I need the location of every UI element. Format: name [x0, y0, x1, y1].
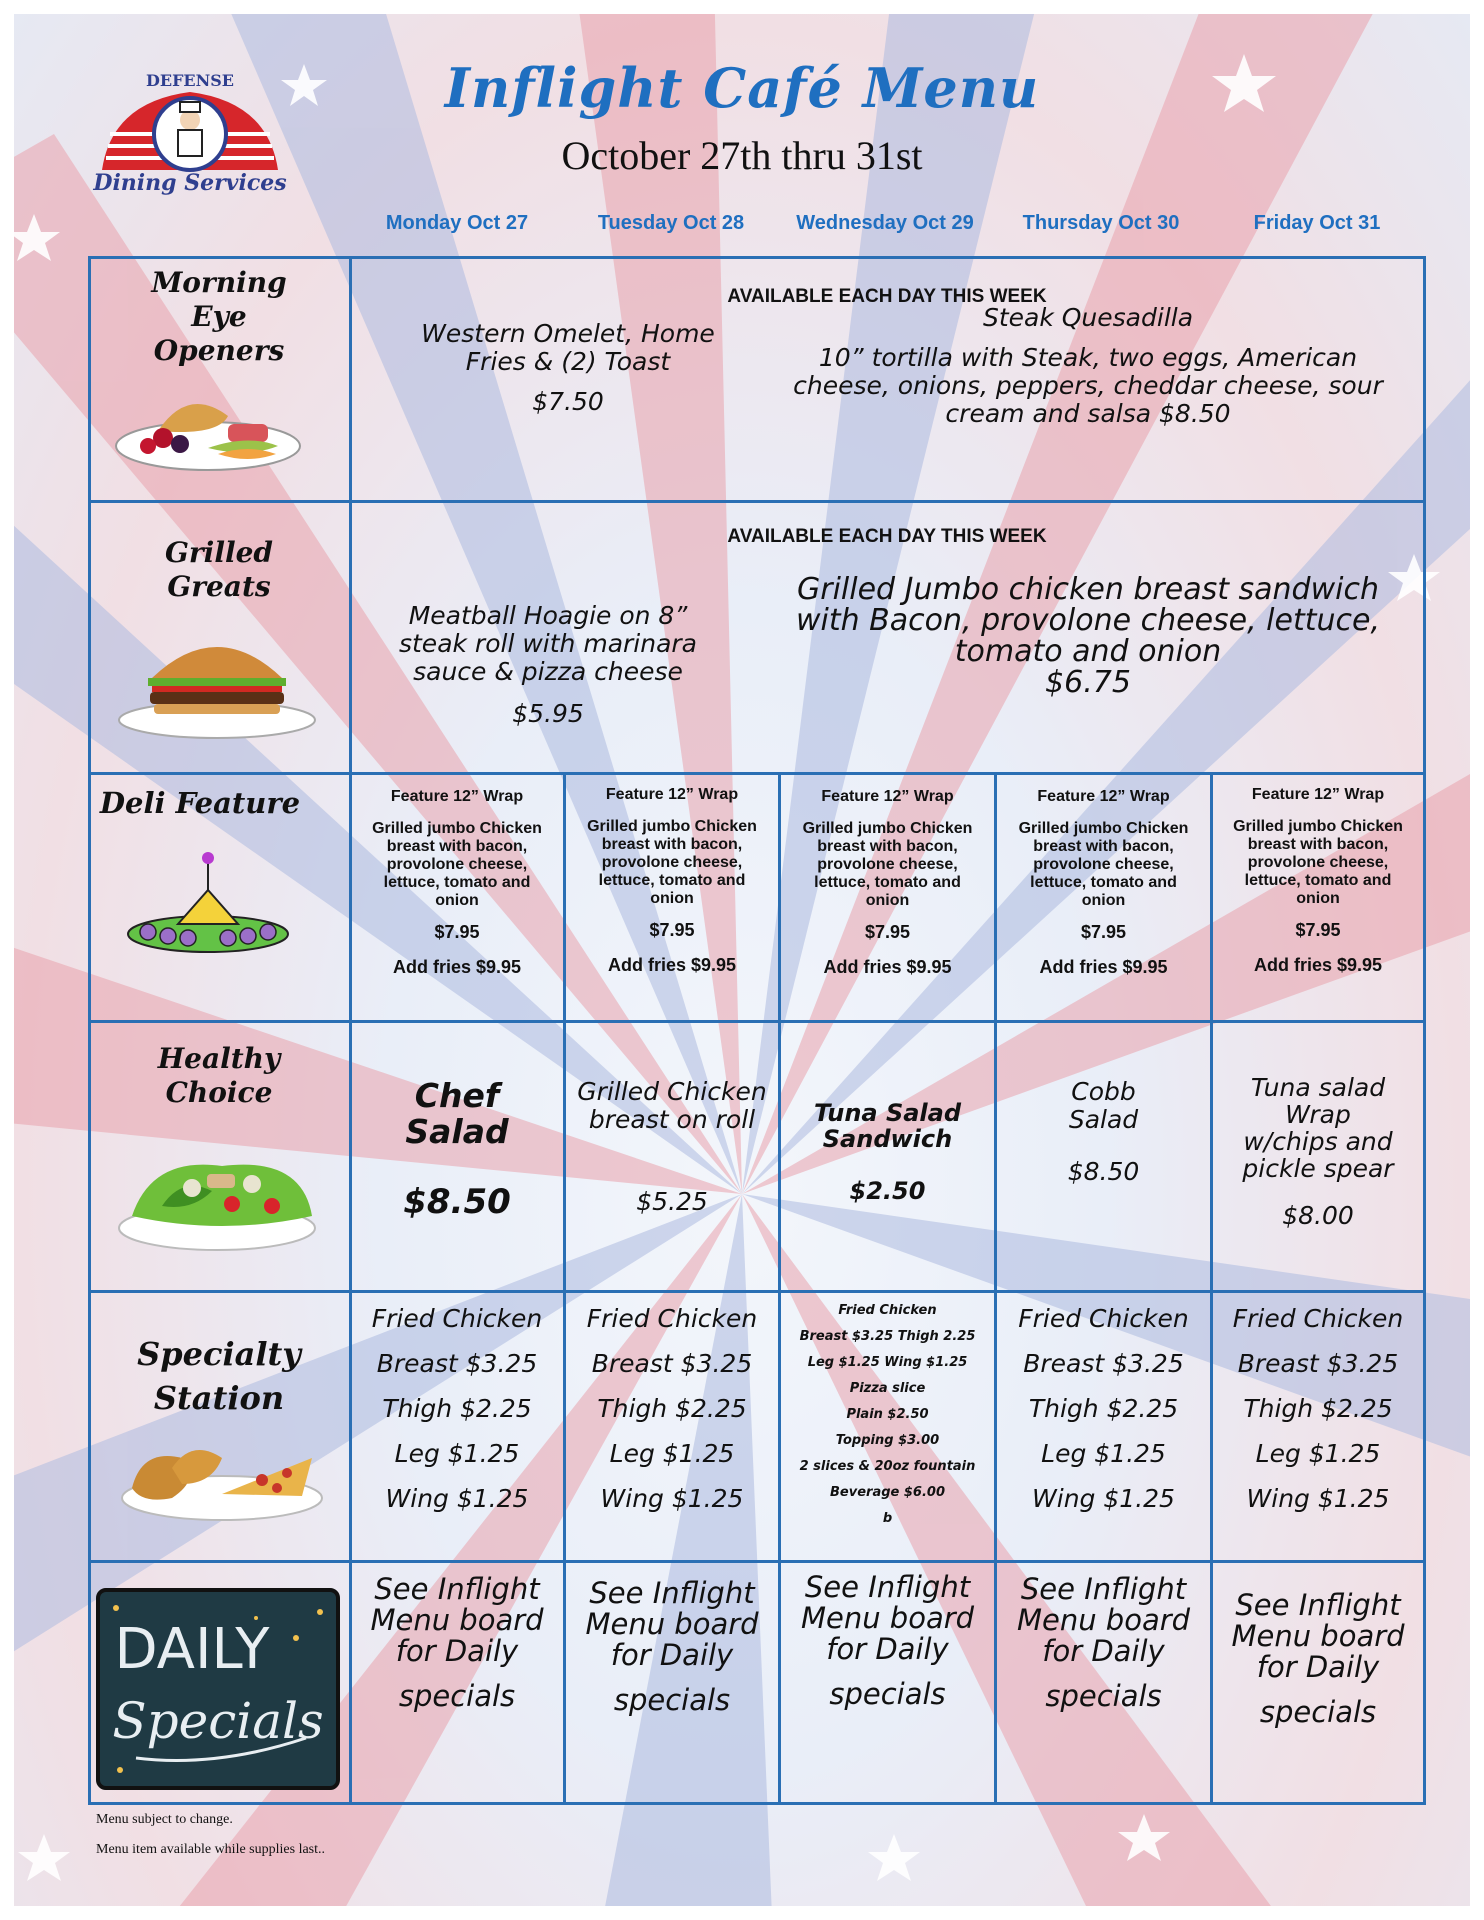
- specialty-thursday: Fried Chicken Breast $3.25 Thigh $2.25 Leg $1.25 Wing $1.25: [1018, 1304, 1189, 1513]
- deli-platter-image: [118, 844, 298, 968]
- deli-friday: Feature 12” Wrap Grilled jumbo Chicken breast with bacon, provolone cheese, lettuce, tomato and onion $7.95 Add fries $9.95: [1233, 786, 1403, 975]
- logo-arc-text: DEFENSE: [146, 71, 234, 90]
- category-grilled-greats: Grilled Greats: [165, 536, 273, 603]
- category-healthy-choice: Healthy Choice: [157, 1042, 281, 1109]
- category-deli-feature: Deli Feature: [99, 786, 301, 820]
- deli-monday: Feature 12” Wrap Grilled jumbo Chicken breast with bacon, provolone cheese, lettuce, tomato and onion $7.95 Add fries $9.95: [372, 788, 542, 977]
- menu-title: Inflight Café Menu: [444, 56, 1040, 120]
- day-header-tuesday: Tuesday Oct 28: [597, 212, 745, 234]
- sign-specials-text: Specials: [112, 1692, 324, 1750]
- specialty-wednesday: Fried Chicken Breast $3.25 Thigh 2.25 Leg $1.25 Wing $1.25 Pizza slice Plain $2.50 Topping $3.00 2 slices & 20oz fountain Beverage $6.00 b: [799, 1303, 976, 1526]
- daily-specials-sign: [96, 1588, 340, 1794]
- deli-thursday: Feature 12” Wrap Grilled jumbo Chicken breast with bacon, provolone cheese, lettuce, tomato and onion $7.95 Add fries $9.95: [1018, 788, 1189, 977]
- specialty-monday: Fried Chicken Breast $3.25 Thigh $2.25 Leg $1.25 Wing $1.25: [371, 1304, 543, 1513]
- day-header-monday: Monday Oct 27: [385, 212, 529, 234]
- salad-image: [112, 1136, 332, 1260]
- footer-change-note: Menu subject to change.: [96, 1812, 233, 1827]
- sign-daily-text: DAILY: [114, 1617, 270, 1682]
- healthy-thursday: Cobb Salad $8.50: [1067, 1077, 1140, 1186]
- grilled-item-meatball-hoagie: Meatball Hoagie on 8” steak roll with marinara sauce & pizza cheese $5.95: [398, 601, 697, 728]
- day-header-wednesday: Wednesday Oct 29: [796, 212, 974, 234]
- chicken-pizza-image: [112, 1418, 332, 1532]
- healthy-tuesday: Grilled Chicken breast on roll $5.25: [577, 1077, 767, 1216]
- specialty-tuesday: Fried Chicken Breast $3.25 Thigh $2.25 Leg $1.25 Wing $1.25: [586, 1304, 758, 1513]
- logo-script-text: Dining Services: [93, 170, 287, 196]
- deli-tuesday: Feature 12” Wrap Grilled jumbo Chicken breast with bacon, provolone cheese, lettuce, tomato and onion $7.95 Add fries $9.95: [587, 786, 757, 975]
- menu-date-range: October 27th thru 31st: [561, 133, 923, 178]
- healthy-wednesday: Tuna Salad Sandwich $2.50: [813, 1099, 962, 1205]
- category-specialty-station: Specialty Station: [137, 1335, 301, 1417]
- healthy-friday: Tuna salad Wrap w/chips and pickle spear $8.00: [1242, 1073, 1394, 1230]
- healthy-monday: Chef Salad $8.50: [403, 1076, 511, 1222]
- daily-wednesday: See Inflight Menu board for Daily specials: [800, 1570, 975, 1711]
- grilled-item-chicken-sandwich: Grilled Jumbo chicken breast sandwich with Bacon, provolone cheese, lettuce, tomato and onion $6.75: [795, 572, 1381, 700]
- burger-image: [112, 620, 322, 744]
- daily-thursday: See Inflight Menu board for Daily specials: [1016, 1572, 1191, 1713]
- footer-supplies-note: Menu item available while supplies last..: [96, 1842, 326, 1857]
- category-morning-eye-openers: Morning Eye Openers: [151, 266, 287, 367]
- morning-item-steak-quesadilla: Steak Quesadilla 10” tortilla with Steak, two eggs, American cheese, onions, peppers, cheddar cheese, sour cream and salsa $8.50: [793, 303, 1383, 428]
- daily-friday: See Inflight Menu board for Daily specials: [1231, 1588, 1405, 1729]
- specialty-friday: Fried Chicken Breast $3.25 Thigh $2.25 Leg $1.25 Wing $1.25: [1232, 1304, 1404, 1513]
- morning-item-western-omelet: Western Omelet, Home Fries & (2) Toast $7.50: [421, 319, 715, 416]
- morning-availability-note: AVAILABLE EACH DAY THIS WEEK: [727, 286, 1047, 307]
- daily-tuesday: See Inflight Menu board for Daily specials: [585, 1576, 759, 1717]
- daily-monday: See Inflight Menu board for Daily specials: [370, 1572, 544, 1713]
- deli-wednesday: Feature 12” Wrap Grilled jumbo Chicken breast with bacon, provolone cheese, lettuce, tomato and onion $7.95 Add fries $9.95: [802, 788, 973, 977]
- day-header-thursday: Thursday Oct 30: [1022, 212, 1180, 234]
- breakfast-plate-image: [108, 376, 308, 480]
- day-header-friday: Friday Oct 31: [1253, 212, 1381, 234]
- grilled-availability-note: AVAILABLE EACH DAY THIS WEEK: [727, 526, 1047, 547]
- menu-grid: [88, 256, 1426, 1806]
